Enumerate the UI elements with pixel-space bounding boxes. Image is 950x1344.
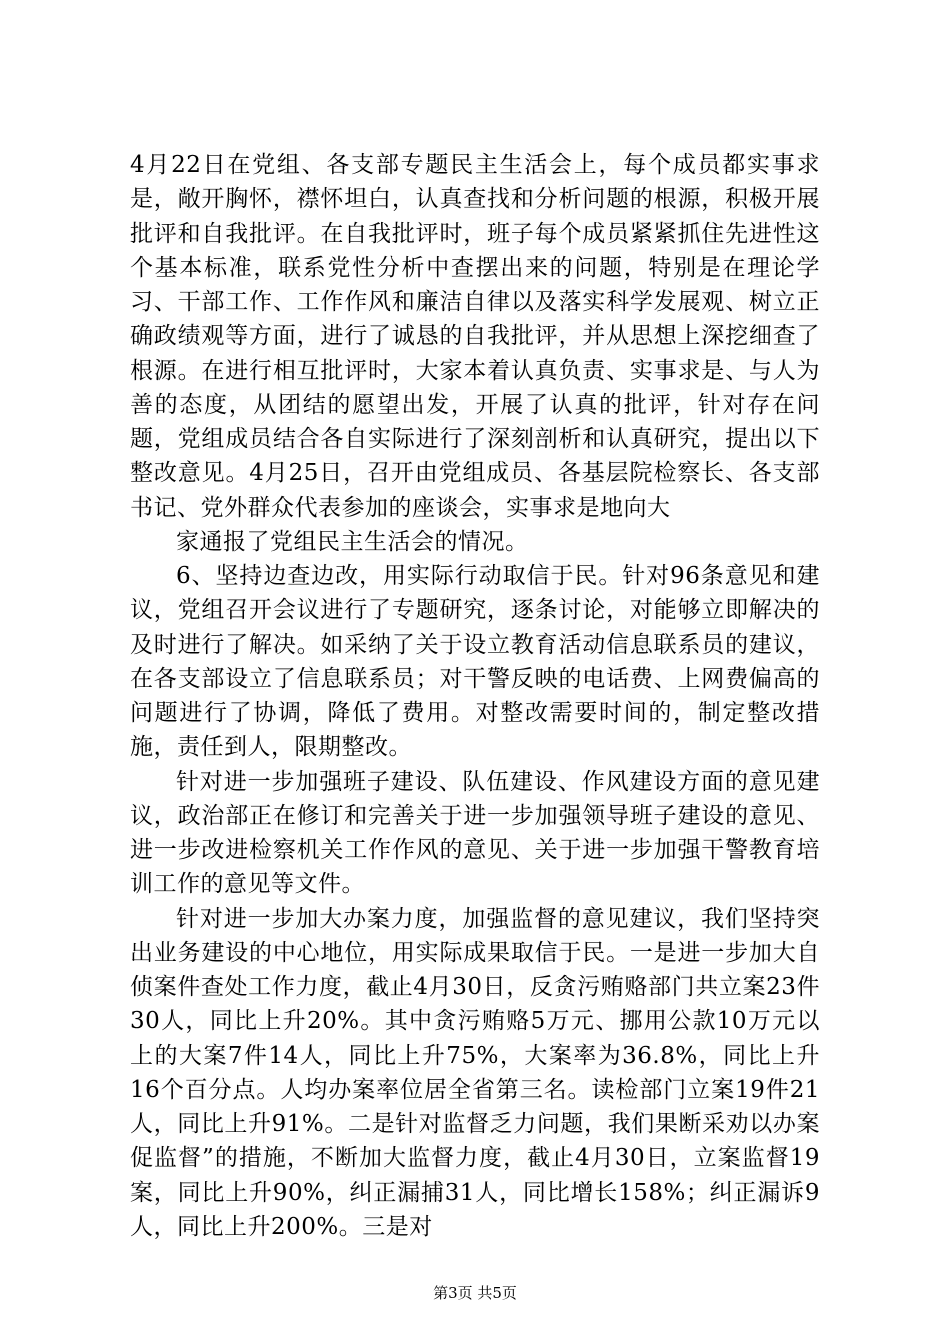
paragraph-democratic-life-meeting: 4月22日在党组、各支部专题民主生活会上，每个成员都实事求是，敞开胸怀，襟怀坦白，认真查找和分析问题的根源，积极开展批评和自我批评。在自我批评时，班子每个成员紧紧抓住先进性这个基本标准，联系党性分析中查摆出来的问题，特别是在理论学习、干部工作、工作作风和廉洁自律以及落实科学发展观、树立正确政绩观等方面，进行了诚恳的自我批评，并从思想上深挖细查了根源。在进行相互批评时，大家本着认真负责、实事求是、与人为善的态度，从团结的愿望出发，开展了认真的批评，针对存在问题，党组成员结合各自实际进行了深刻剖析和认真研究，提出以下整改意见。4月25日，召开由党组成员、各基层院检察长、各支部书记、党外群众代表参加的座谈会，实事求是地向大 (130, 152, 820, 521)
paragraph-briefing-continuation: 家通报了党组民主生活会的情况。 (176, 528, 529, 555)
paragraph-team-building: 针对进一步加强班子建设、队伍建设、作风建设方面的意见建议，政治部正在修订和完善关于进一步加强领导班子建设的意见、进一步改进检察机关工作作风的意见、关于进一步加强干警教育培训工作的意见等文件。 (130, 768, 820, 898)
document-body (130, 148, 820, 1244)
page-footer: 第3页 共5页 (433, 1284, 517, 1302)
paragraph-case-handling: 针对进一步加大办案力度，加强监督的意见建议，我们坚持突出业务建设的中心地位，用实际成果取信于民。一是进一步加大自侦案件查处工作力度，截止4月30日，反贪污贿赂部门共立案23件30人，同比上升20%。其中贪污贿赂5万元、挪用公款10万元以上的大案7件14人，同比上升75%，大案率为36.8%，同比上升16个百分点。人均办案率位居全省第三名。读检部门立案19件21人，同比上升91%。二是针对监督乏力问题，我们果断采劝以办案促监督”的措施，不断加大监督力度，截止4月30日，立案监督19案，同比上升90%，纠正漏捕31人，同比增长158%；纠正漏诉9人，同比上升200%。三是对 (130, 905, 820, 1240)
paragraph-rectify-while-checking: 6、坚持边查边改，用实际行动取信于民。针对96条意见和建议，党组召开会议进行了专题研究，逐条讨论，对能够立即解决的及时进行了解决。如采纳了关于设立教育活动信息联系员的建议，在各支部设立了信息联系员；对干警反映的电话费、上网费偏高的问题进行了协调，降低了费用。对整改需要时间的，制定整改措施，责任到人，限期整改。 (130, 563, 820, 761)
